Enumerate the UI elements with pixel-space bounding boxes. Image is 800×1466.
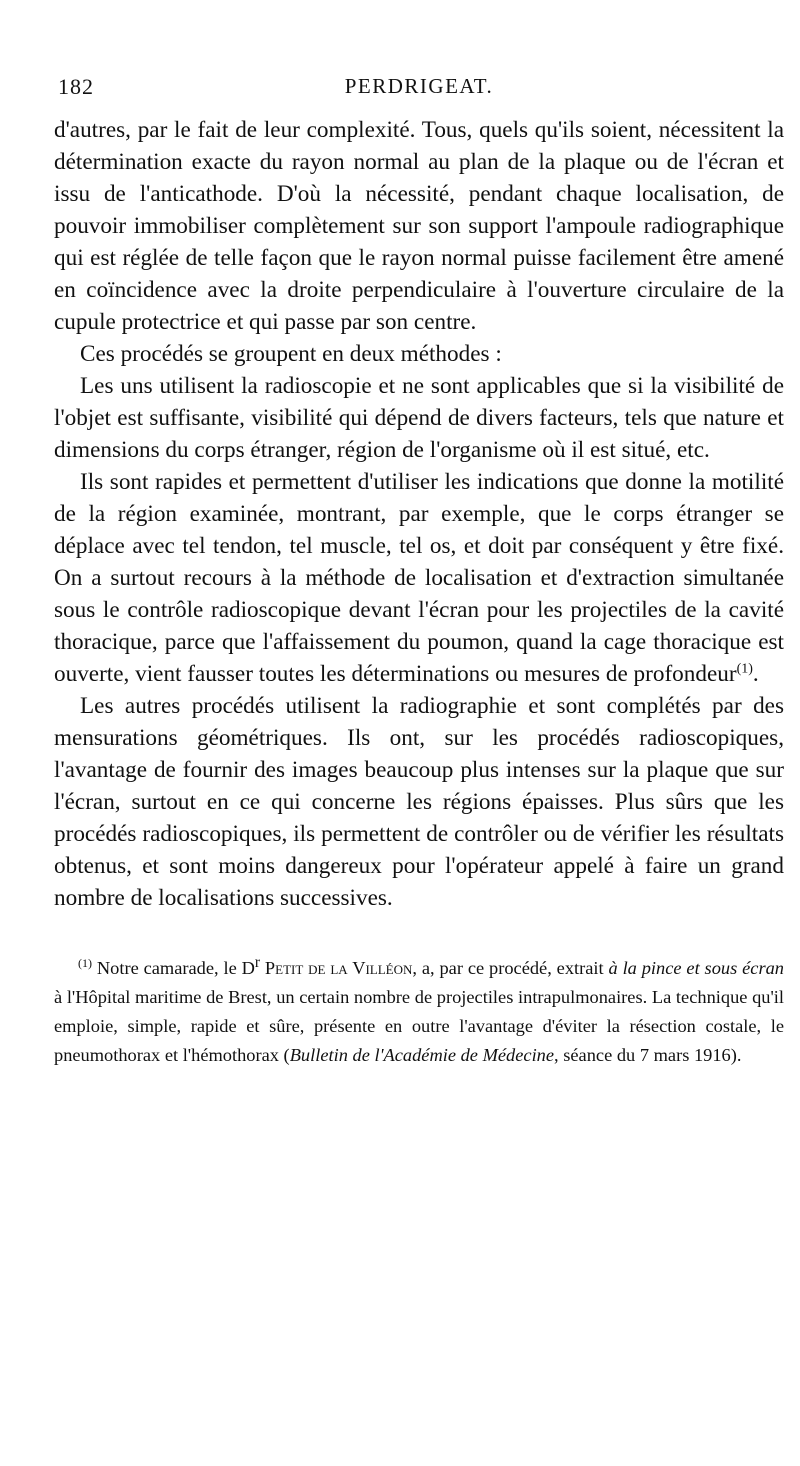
page-header: [54, 66, 784, 100]
page-number: 182: [58, 74, 94, 99]
paragraph-4-text: Ils sont rapides et permettent d'utiliser les indications que donne la motilité de la région examinée, montrant, par exemple, que le corps étranger se déplace avec tel tendon, tel muscle, tel os, et doit par conséquent y être fixé. On a surtout recours à la méthode de localisation et d'extraction simultanée sous le contrôle radioscopique devant l'écran pour les projectiles de la cavité thoracique, parce que l'affaissement du poumon, quand la cage thoracique est ouverte, vient fausser toutes les déterminations ou mesures de profondeur: [54, 469, 784, 687]
footnote-text-2: , a, par ce procédé, extrait: [412, 958, 609, 979]
paragraph-4-end: .: [752, 661, 759, 687]
paragraph-2: Ces procédés se groupent en deux méthodes :: [80, 341, 502, 367]
paragraph-4: [54, 466, 784, 690]
footnote-reference: (1): [736, 661, 753, 677]
footnotes: [54, 948, 784, 1070]
footnote-mark: (1): [78, 956, 92, 970]
footnote-italic-2: Bulletin de l'Académie de Médecine: [289, 1045, 555, 1066]
paragraph-5: Les autres procédés utilisent la radiographie et sont complétés par des mensurations géométriques. Ils ont, sur les procédés radioscopiques, l'avantage de fournir des images beaucoup plus intenses sur la plaque que sur l'écran, surtout en ce qui concerne les régions épaisses. Plus sûrs que les procédés radioscopiques, ils permettent de contrôler ou de vérifier les résultats obtenus, et sont moins dangereux pour l'opérateur appelé à faire un grand nombre de localisations successives.: [54, 693, 784, 911]
paragraph-1: d'autres, par le fait de leur complexité. Tous, quels qu'ils soient, nécessitent la détermination exacte du rayon normal au plan de la plaque ou de l'écran et issu de l'anticathode. D'où la nécessité, pendant chaque localisation, de pouvoir immobiliser complètement sur son support l'ampoule radiographique qui est réglée de telle façon que le rayon normal puisse facilement être amené en coïncidence avec la droite perpendiculaire à l'ouverture circulaire de la cupule protectrice et qui passe par son centre.: [54, 117, 784, 335]
body-text: [54, 114, 784, 914]
running-head: PERDRIGEAT.: [344, 74, 494, 98]
footnote-text-1: Notre camarade, le D: [96, 958, 255, 979]
footnote-author: Petit de la Villéon: [264, 958, 413, 979]
footnote-italic-1: à la pince et sous écran: [608, 958, 784, 979]
paragraph-3: Les uns utilisent la radioscopie et ne sont applicables que si la visibilité de l'objet est suffisante, visibilité qui dépend de divers facteurs, tels que nature et dimensions du corps étranger, région de l'organisme où il est situé, etc.: [54, 373, 784, 463]
book-page: [54, 66, 784, 1070]
footnote-text-3: à l'Hôpital maritime de Brest, un certain nombre de projectiles intrapulmonaires. La technique qu'il emploie, simple, rapide et sûre, présente en outre l'avantage d'éviter la résection costale, le pneumothorax et l'hémothorax (: [54, 987, 784, 1066]
footnote-text-4: , séance du 7 mars 1916).: [554, 1045, 742, 1066]
footnote-dr-superscript: r: [254, 954, 261, 971]
footnote-1: [54, 948, 784, 1070]
